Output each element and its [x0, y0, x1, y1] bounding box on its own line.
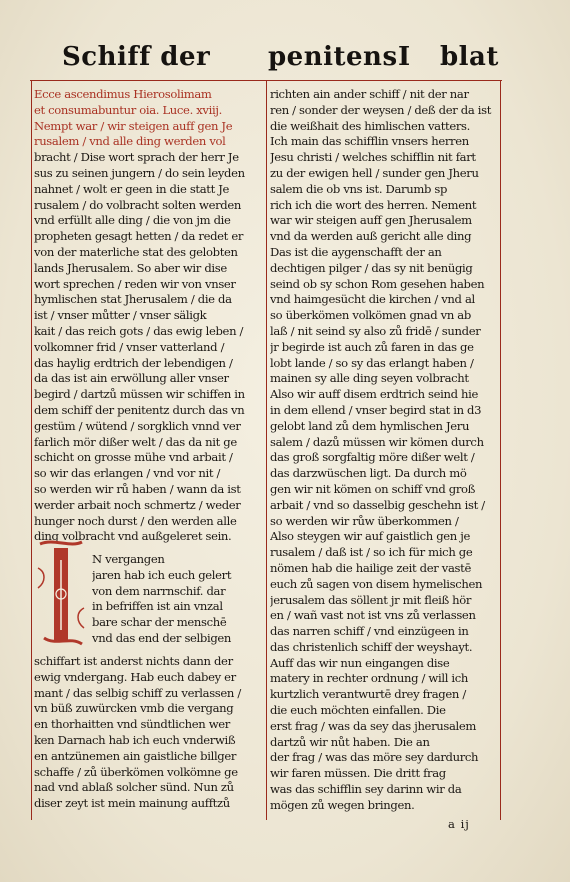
text-line: N vergangen: [92, 552, 165, 566]
text-line: in befriffen ist ain vnzal: [92, 599, 223, 614]
text-line: schicht on grosse mühe vnd arbait /: [34, 450, 233, 465]
text-line: von der materliche stat des gelobten: [34, 244, 238, 259]
header-title-right: penitens: [268, 42, 398, 72]
text-line: rich ich die wort des herren. Nement: [270, 197, 477, 212]
text-line: Ecce ascendimus Hierosolimam: [34, 87, 212, 101]
text-line: ewig vndergang. Hab euch dabey er: [34, 669, 236, 684]
text-line: lobt lande / so sy das erlangt haben /: [270, 355, 474, 370]
text-line: nömen hab die hailige zeit der vastē: [270, 560, 471, 575]
text-line: das christenlich schiff der weyshayt.: [270, 639, 473, 654]
text-line: rusalem / do volbracht solten werden: [34, 197, 242, 212]
text-line: mant / das selbig schiff zu verlassen /: [34, 685, 241, 700]
text-line: so überkömen volkömen gnad vn ab: [270, 308, 471, 323]
text-line: das groß sorgfaltig möre dißer welt /: [270, 450, 475, 465]
text-line: Ich main das schifflin vnsers herren: [270, 134, 469, 149]
column-rule-middle: [266, 80, 267, 820]
text-line: so werden wir rů haben / wann da ist: [34, 481, 241, 496]
text-line: kurtzlich verantwurtē drey fragen /: [270, 687, 466, 702]
text-line: volkomner frid / vnser vatterland /: [34, 339, 225, 354]
text-line: rusalem / vnd alle ding werden vol: [34, 134, 226, 149]
text-line: das narren schiff / vnd einzügeen in: [270, 624, 469, 639]
text-line: dartzů wir nůt haben. Die an: [270, 734, 430, 749]
left-column-text: [34, 87, 264, 545]
text-line: salem / dazů müssen wir kömen durch: [270, 434, 484, 449]
text-line: jr begirde ist auch zů faren in das ge: [270, 339, 474, 354]
text-line: ist / vnser můtter / vnser säligk: [34, 308, 207, 323]
text-line: vnd erfüllt alle ding / die von jm die: [34, 213, 231, 228]
text-line: jerusalem das söllent jr mit fleiß hör: [270, 592, 472, 607]
text-line: in dem ellend / vnser begird stat in d3: [270, 402, 482, 417]
text-line: werder arbait noch schmertz / weder: [34, 497, 241, 512]
text-line: rusalem / daß ist / so ich für mich ge: [270, 545, 473, 560]
text-line: en / wañ vast not ist vns zů verlassen: [270, 608, 476, 623]
text-line: matery in rechter ordnung / will ich: [270, 671, 469, 686]
text-line: arbait / vnd so dasselbig geschehn ist /: [270, 497, 485, 512]
text-line: wort sprechen / reden wir von vnser: [34, 276, 236, 291]
text-line: ren / sonder der weysen / deß der da ist: [270, 102, 492, 117]
text-line: nad vnd ablaß solcher sünd. Nun zů: [34, 780, 234, 795]
text-line: laß / nit seind sy also zů fridē / sunder: [270, 323, 481, 338]
text-line: erst frag / was da sey das jherusalem: [270, 718, 477, 733]
text-line: kait / das reich gots / das ewig leben /: [34, 323, 244, 338]
text-line: mögen zů wegen bringen.: [270, 797, 415, 812]
text-line: Also steygen wir auf gaistlich gen je: [270, 529, 471, 544]
text-line: die euch möchten einfallen. Die: [270, 703, 446, 718]
text-line: Also wir auff disem erdtrich seind hie: [270, 387, 479, 402]
text-line: gestüm / wütend / sorgklich vnnd ver: [34, 418, 241, 433]
text-line: vnd das end der selbigen: [92, 630, 232, 645]
text-line: so wir das erlangen / vnd vor nit /: [34, 466, 221, 481]
text-line: lands Jherusalem. So aber wir dise: [34, 260, 227, 275]
text-line: dechtigen pilger / das sy nit benügig: [270, 260, 473, 275]
text-line: sus zu seinen jungern / do sein leyden: [34, 165, 245, 180]
text-line: schiffart ist anderst nichts dann der: [34, 654, 233, 668]
text-line: zu der ewigen hell / sunder gen Jheru: [270, 165, 479, 180]
text-line: hunger noch durst / den werden alle: [34, 513, 237, 528]
text-line: Das ist die aygenschafft der an: [270, 244, 442, 259]
column-rule-right: [500, 80, 501, 820]
text-line: das haylig erdtrich der lebendigen /: [34, 355, 233, 370]
text-line: vnd haimgesücht die kirchen / vnd al: [270, 292, 475, 307]
text-line: farlich mör dißer welt / das da nit ge: [34, 434, 237, 449]
left-column-text-continued: [34, 654, 264, 812]
text-line: richten ain ander schiff / nit der nar: [270, 87, 469, 101]
text-line: das darzwüschen ligt. Da durch mö: [270, 466, 467, 481]
text-line: jaren hab ich euch gelert: [92, 567, 232, 582]
text-line: vn büß zuwürcken vmb die vergang: [34, 701, 234, 716]
text-line: seind ob sy schon Rom gesehen haben: [270, 276, 485, 291]
text-line: vnd da werden auß gericht alle ding: [270, 229, 472, 244]
text-line: der frag / was das möre sey dardurch: [270, 750, 479, 765]
text-line: dem schiff der penitentz durch das vn: [34, 402, 245, 417]
text-line: so werden wir růw überkommen /: [270, 513, 459, 528]
text-line: bare schar der menschē: [92, 615, 227, 630]
text-line: diser zeyt ist mein mainung aufftzů: [34, 796, 230, 811]
text-line: schaffe / zů überkömen volkömne ge: [34, 764, 238, 779]
text-line: Nempt war / wir steigen auff gen Je: [34, 118, 233, 133]
text-line: bracht / Dise wort sprach der herr Je: [34, 150, 239, 165]
text-line: von dem narrnschif. dar: [92, 583, 226, 598]
text-line: die weißhait des himlischen vatters.: [270, 118, 470, 133]
header-folio-number: I: [398, 42, 411, 72]
text-line: ken Darnach hab ich euch vnderwiß: [34, 732, 236, 747]
text-line: Auff das wir nun eingangen dise: [270, 655, 450, 670]
text-line: da das ist ain erwöllung aller vnser: [34, 371, 229, 386]
text-line: en thorhaitten vnd sündtlichen wer: [34, 717, 230, 732]
text-line: en antzünemen ain gaistliche billger: [34, 748, 237, 763]
text-line: wir faren müssen. Die dritt frag: [270, 766, 446, 781]
text-line: war wir steigen auff gen Jherusalem: [270, 213, 472, 228]
text-line: gelobt land zů dem hymlischen Jeru: [270, 418, 470, 433]
text-line: begird / dartzů müssen wir schiffen in: [34, 387, 245, 402]
initial-adjacent-text: [92, 552, 264, 647]
text-line: nahnet / wolt er geen in die statt Je: [34, 181, 230, 196]
header-title-left: Schiff der: [62, 42, 211, 72]
text-line: ding volbracht vnd außgeleret sein.: [34, 529, 232, 544]
text-line: et consumabuntur oia. Luce. xviij.: [34, 102, 222, 117]
decorated-initial: [34, 538, 88, 648]
text-line: gen wir nit kömen on schiff vnd groß: [270, 481, 476, 496]
text-line: euch zů sagen von disem hymelischen: [270, 576, 483, 591]
signature-mark: a ij: [448, 817, 470, 831]
text-line: propheten gesagt hetten / da redet er: [34, 229, 244, 244]
text-line: mainen sy alle ding seyen volbracht: [270, 371, 469, 386]
text-line: Jesu christi / welches schifflin nit fart: [270, 150, 476, 165]
text-line: hymlischen stat Jherusalem / die da: [34, 292, 232, 307]
text-line: salem die ob vns ist. Darumb sp: [270, 181, 448, 196]
right-column-text: [270, 87, 500, 814]
text-line: was das schifflin sey darinn wir da: [270, 782, 462, 797]
running-header: [62, 42, 512, 82]
header-blat-label: blat: [440, 42, 499, 72]
column-rule-left: [31, 80, 32, 820]
